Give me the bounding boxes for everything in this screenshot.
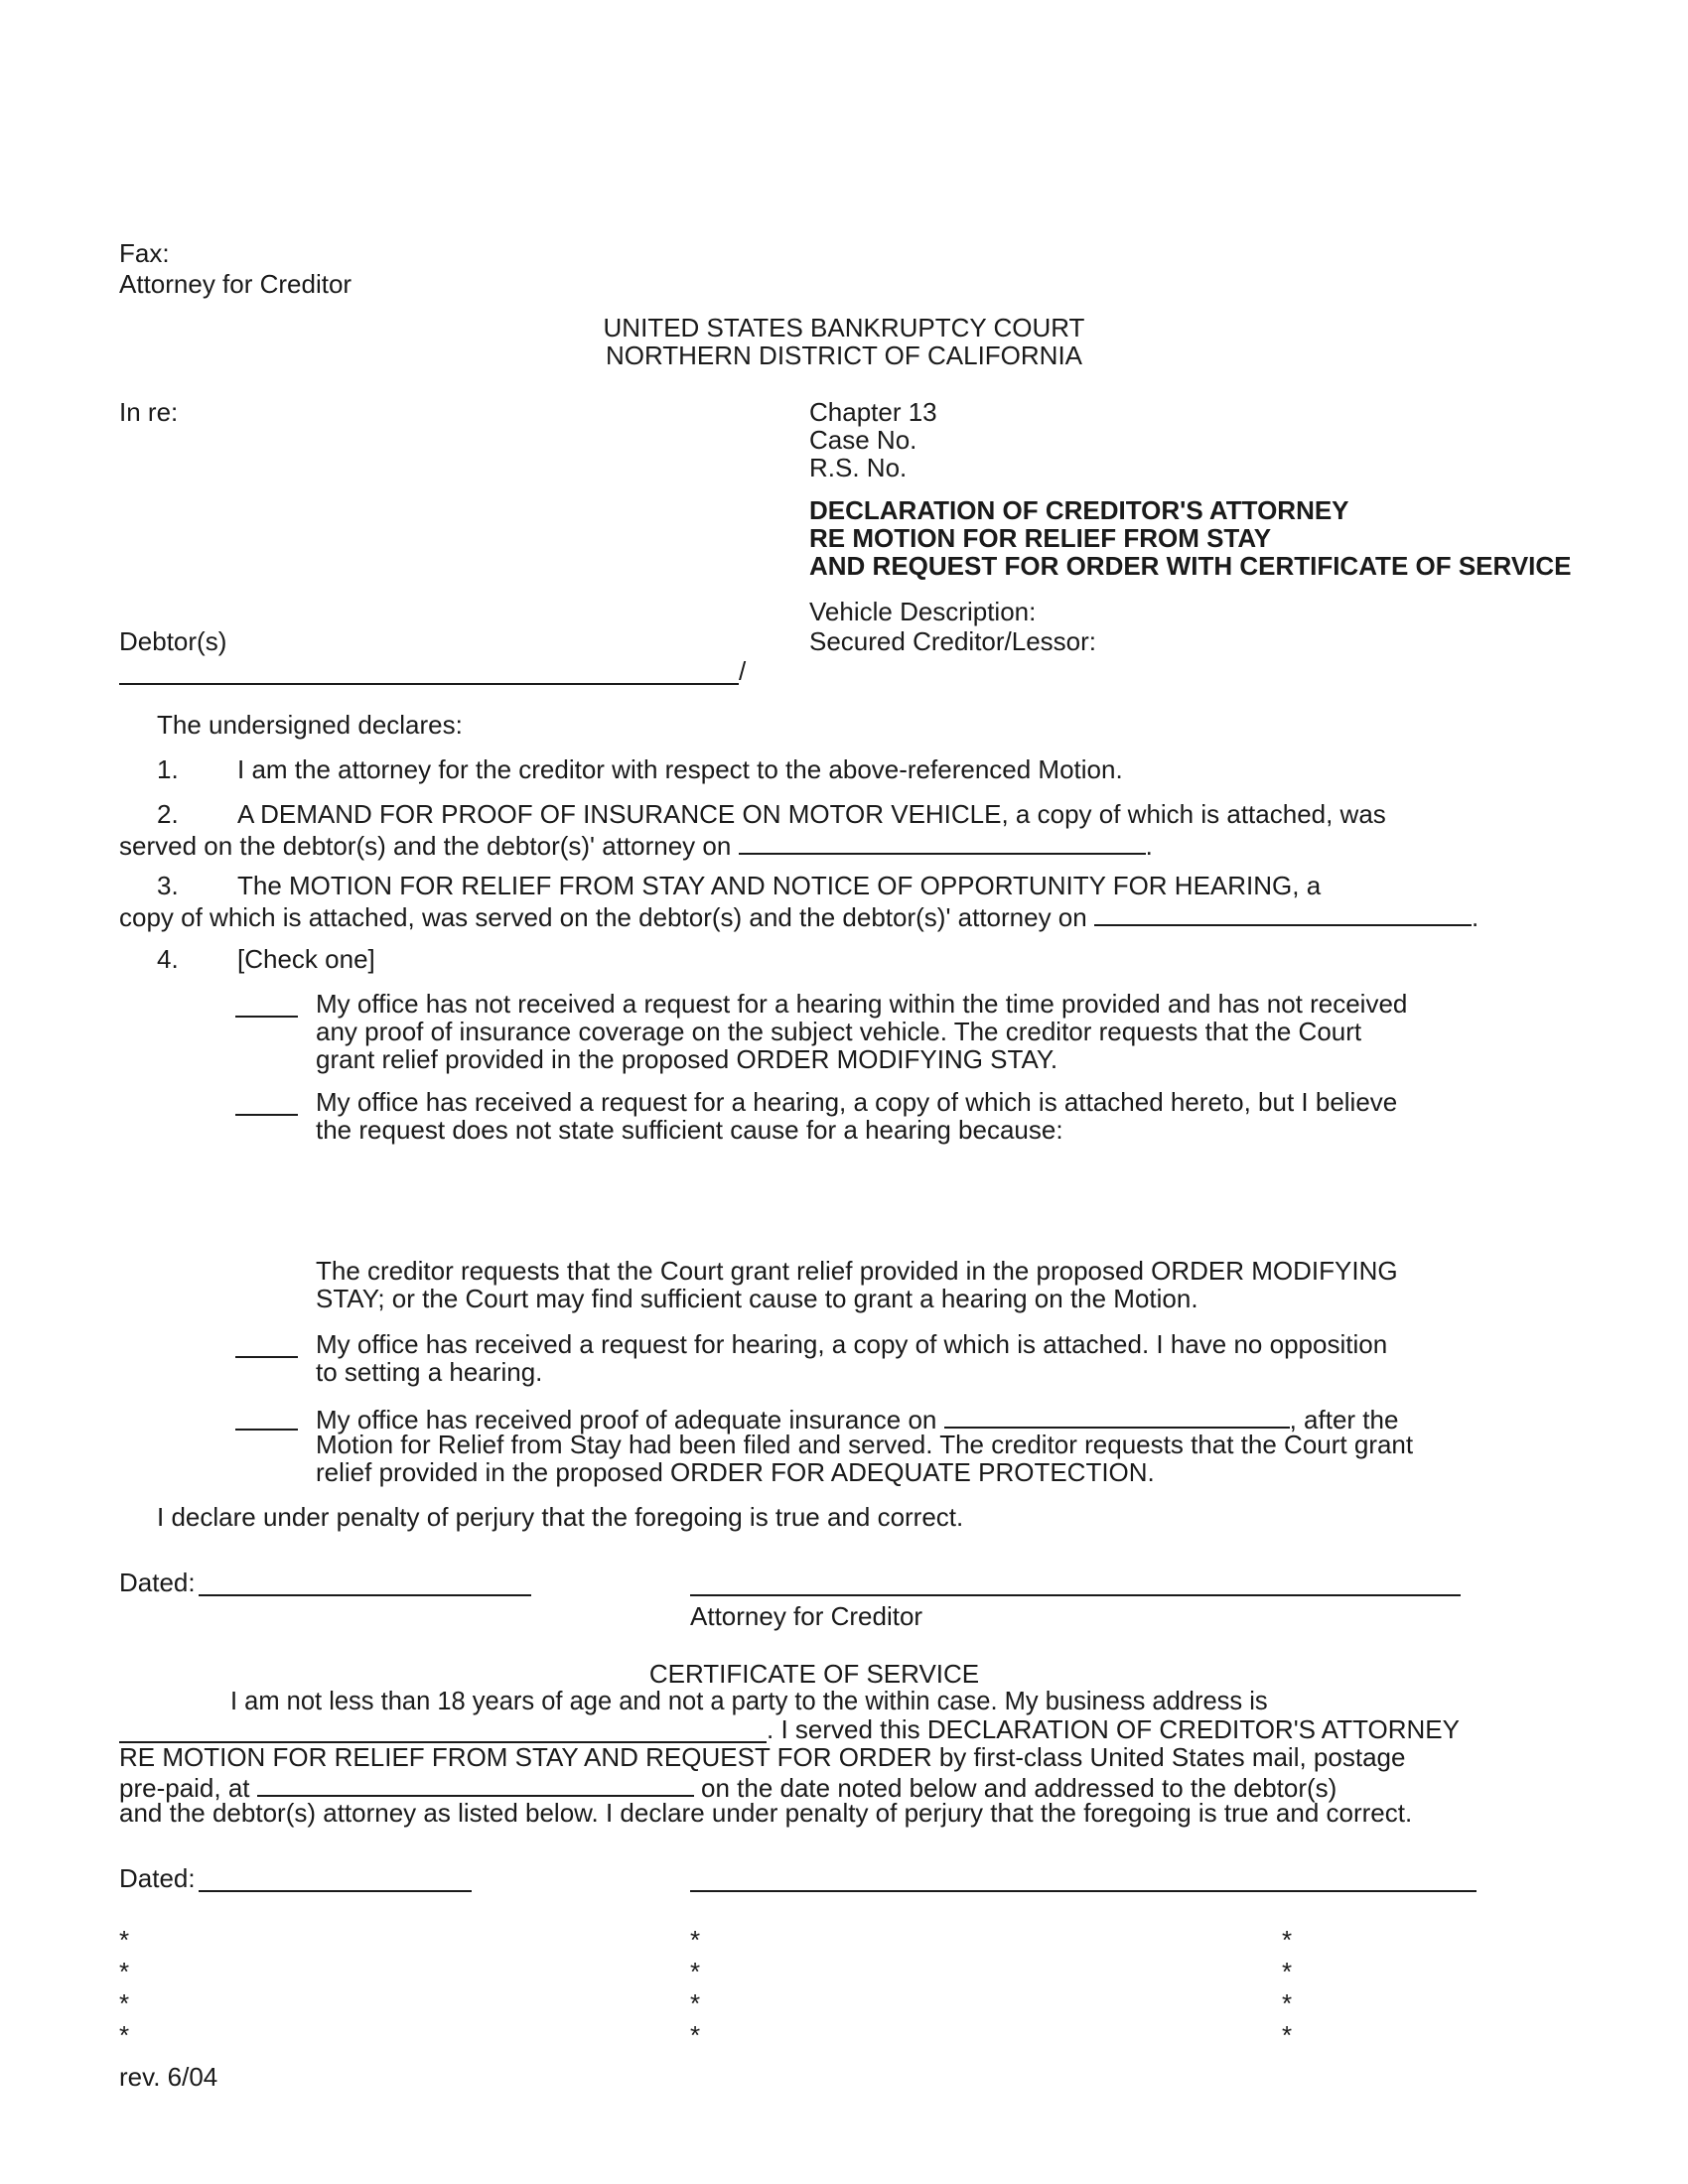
item1-text: I am the attorney for the creditor with respect to the above-referenced Motion. (237, 754, 1123, 784)
address-marker: * (690, 2020, 701, 2050)
fax-label: Fax: (119, 238, 170, 268)
declaration-intro: The undersigned declares: (157, 710, 463, 740)
item2-date-blank[interactable] (739, 829, 1146, 855)
option2-line2: the request does not state sufficient cause for a hearing because: (316, 1115, 1063, 1145)
item4-text: [Check one] (237, 944, 375, 974)
address-marker: * (1282, 1925, 1293, 1955)
certificate-line4-suffix: on the date noted below and addressed to the debtor(s) (701, 1773, 1337, 1803)
attorney-signature-label: Attorney for Creditor (690, 1601, 923, 1631)
option4-line3: relief provided in the proposed ORDER FOR ADEQUATE PROTECTION. (316, 1457, 1155, 1487)
case-no-label: Case No. (809, 425, 917, 455)
court-name: UNITED STATES BANKRUPTCY COURT (603, 313, 1085, 342)
address-marker: * (119, 1925, 130, 1955)
item3-number: 3. (157, 871, 179, 900)
item1-number: 1. (157, 754, 179, 784)
item3-text-line2-label: copy of which is attached, was served on the debtor(s) and the debtor(s)' attorney on (119, 902, 1087, 932)
rs-no-label: R.S. No. (809, 453, 908, 482)
secured-creditor-label: Secured Creditor/Lessor: (809, 626, 1097, 656)
perjury-statement: I declare under penalty of perjury that the foregoing is true and correct. (157, 1502, 964, 1532)
option1-line2: any proof of insurance coverage on the subject vehicle. The creditor requests that the Court (316, 1017, 1362, 1046)
chapter-label: Chapter 13 (809, 397, 937, 427)
in-re-label: In re: (119, 397, 179, 427)
option4-checkbox-blank[interactable] (235, 1429, 298, 1431)
item3-text-line2 (119, 900, 1478, 932)
certificate-line2: . I served this DECLARATION OF CREDITOR'S ATTORNEY (767, 1714, 1460, 1744)
address-marker: * (119, 2020, 130, 2050)
option2-line3: The creditor requests that the Court grant relief provided in the proposed ORDER MODIFYING (316, 1256, 1398, 1286)
item2-text-line2 (119, 829, 1153, 861)
vehicle-description-label: Vehicle Description: (809, 597, 1037, 626)
option1-line1: My office has not received a request for a hearing within the time provided and has not received (316, 989, 1408, 1019)
certificate-title: CERTIFICATE OF SERVICE (648, 1659, 980, 1689)
certificate-signature-line[interactable] (690, 1890, 1477, 1892)
mailing-location-blank[interactable] (257, 1771, 694, 1797)
dated-label: Dated: (119, 1568, 196, 1597)
option3-checkbox-blank[interactable] (235, 1356, 298, 1358)
certificate-line1: I am not less than 18 years of age and not a party to the within case. My business address is (230, 1688, 1268, 1715)
certificate-line4-label: pre-paid, at (119, 1773, 250, 1803)
document-title-line1: DECLARATION OF CREDITOR'S ATTORNEY (809, 495, 1349, 525)
item2-number: 2. (157, 799, 179, 829)
document-title-line3: AND REQUEST FOR ORDER WITH CERTIFICATE OF SERVICE (809, 551, 1572, 581)
address-marker: * (119, 1957, 130, 1986)
attorney-for-creditor-header: Attorney for Creditor (119, 269, 352, 299)
option4-line1-label: My office has received proof of adequate insurance on (316, 1405, 937, 1434)
option4-date-blank[interactable] (944, 1403, 1290, 1429)
item3-period: . (1471, 902, 1479, 932)
document-title-line2: RE MOTION FOR RELIEF FROM STAY (809, 523, 1272, 553)
address-marker: * (690, 1988, 701, 2018)
court-district: NORTHERN DISTRICT OF CALIFORNIA (605, 341, 1083, 370)
address-marker: * (690, 1925, 701, 1955)
item4-number: 4. (157, 944, 179, 974)
option4-line2: Motion for Relief from Stay had been filed and served. The creditor requests that the Court grant (316, 1430, 1414, 1459)
attorney-signature-line[interactable] (690, 1594, 1461, 1596)
debtors-label: Debtor(s) (119, 626, 227, 656)
certificate-dated-blank[interactable] (199, 1890, 472, 1892)
address-marker: * (1282, 2020, 1293, 2050)
address-marker: * (1282, 1988, 1293, 2018)
option1-checkbox-blank[interactable] (235, 1016, 298, 1018)
address-marker: * (1282, 1957, 1293, 1986)
address-marker: * (690, 1957, 701, 1986)
item3-text-line1: The MOTION FOR RELIEF FROM STAY AND NOTICE OF OPPORTUNITY FOR HEARING, a (237, 871, 1322, 900)
option2-checkbox-blank[interactable] (235, 1114, 298, 1116)
certificate-line5: and the debtor(s) attorney as listed below. I declare under penalty of perjury that the foregoing is true and correct. (119, 1798, 1413, 1828)
address-marker: * (119, 1988, 130, 2018)
option4-line1-suffix: , after the (1289, 1405, 1399, 1434)
dated-blank[interactable] (199, 1594, 531, 1596)
option3-line2: to setting a hearing. (316, 1357, 543, 1387)
certificate-dated-label: Dated: (119, 1863, 196, 1893)
item3-date-blank[interactable] (1094, 900, 1472, 926)
certificate-line3: RE MOTION FOR RELIEF FROM STAY AND REQUEST FOR ORDER by first-class United States mail, postage (119, 1742, 1406, 1772)
caption-slash: / (739, 656, 747, 686)
caption-rule (119, 683, 739, 685)
option2-line4: STAY; or the Court may find sufficient cause to grant a hearing on the Motion. (316, 1284, 1198, 1313)
revision-label: rev. 6/04 (119, 2062, 218, 2092)
option2-line1: My office has received a request for a hearing, a copy of which is attached hereto, but I believe (316, 1087, 1398, 1117)
option1-line3: grant relief provided in the proposed ORDER MODIFYING STAY. (316, 1044, 1058, 1074)
item2-text-line1: A DEMAND FOR PROOF OF INSURANCE ON MOTOR VEHICLE, a copy of which is attached, was (237, 799, 1386, 829)
item2-period: . (1145, 831, 1153, 861)
option3-line1: My office has received a request for hearing, a copy of which is attached. I have no opposition (316, 1329, 1388, 1359)
item2-text-line2-label: served on the debtor(s) and the debtor(s)' attorney on (119, 831, 732, 861)
